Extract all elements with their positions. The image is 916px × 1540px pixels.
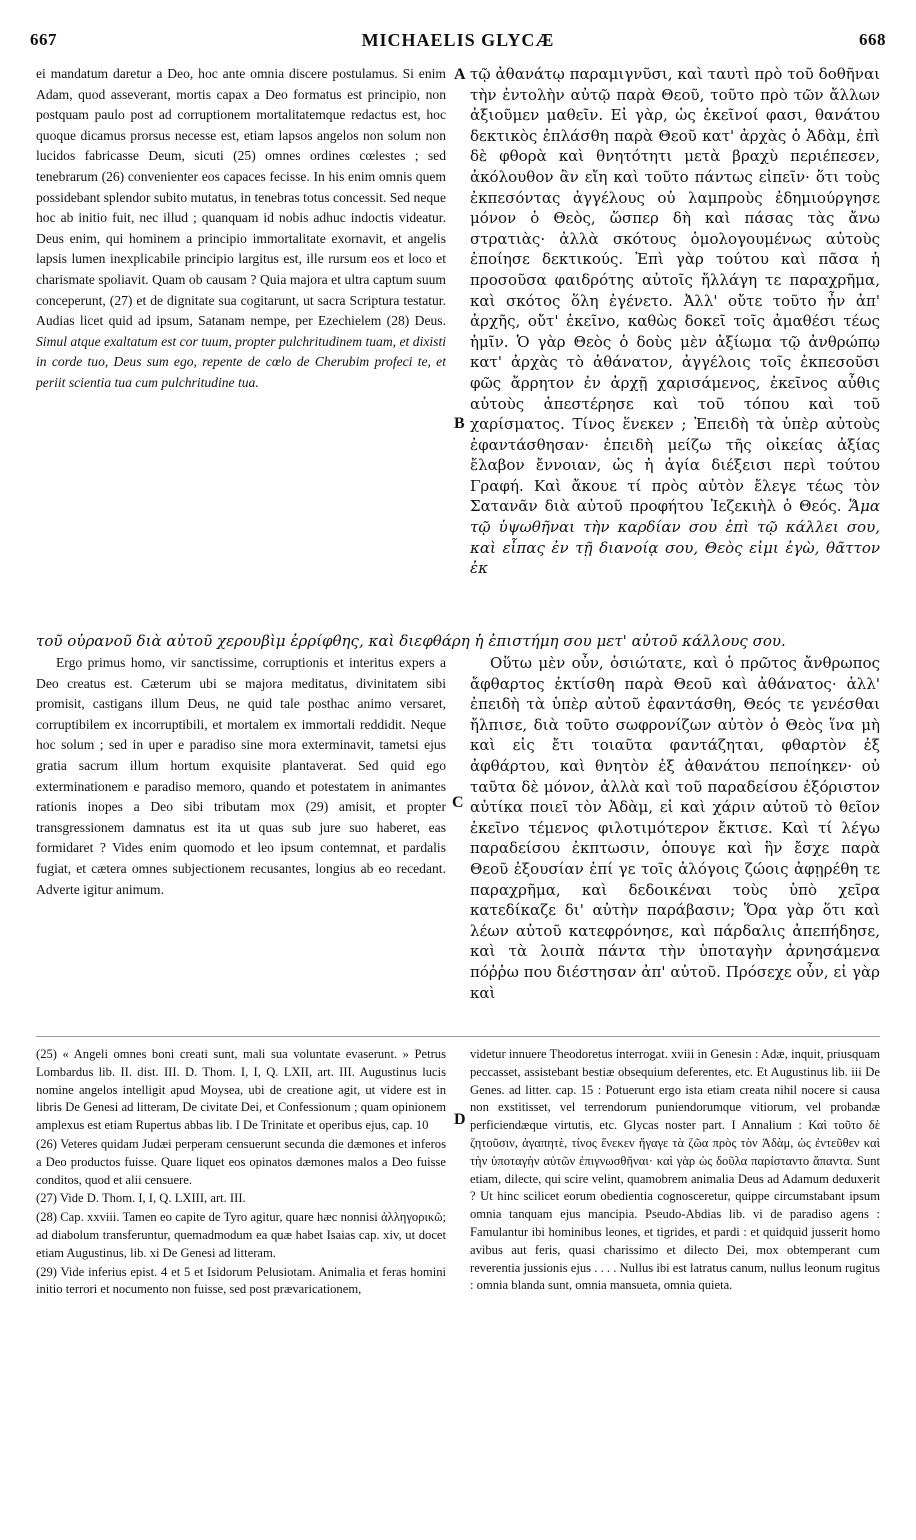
- footnotes-left: [36, 1046, 446, 1486]
- latin-paragraph-2: Ergo primus homo, vir sanctissime, corruptionis et interitus expers a Deo creatus est. Cæterum ubi se majora meditatus, divinitatem sibi promisit, castigans illum Deus, ne quid tale posthac animo versaret, corruptibilem ex incorruptibili, et mortalem ex immortali reddidit. Neque hoc solum ; sed in uper e paradiso sine mora exterminavit, tametsi ejus gratia sacrum illum hortum exquisite plantaverat. Sed quid ego exterminationem e paradiso memoro, quando et potestatem in animantes rationis inopes a Deo sibi tributam mox (29) amisit, et propter transgressionem damnatus est ita ut quas sub jure suo haberet, eas formidaret ? Vides enim quomodo et leo ipsum contemnat, et pardalis fugiat, et cætera omnes subjectionem recusantes, longius ab eo recedant. Adverte igitur animum.: [36, 655, 446, 897]
- footnote-divider: [36, 1036, 880, 1037]
- page-header: [30, 30, 886, 54]
- running-title: MICHAELIS GLYCÆ: [361, 30, 555, 50]
- margin-marker-b: B: [454, 415, 465, 432]
- footnote-27: (27) Vide D. Thom. I, I, Q. LXIII, art. III.: [36, 1191, 246, 1206]
- footnote-29: (29) Vide inferius epist. 4 et 5 et Isidorum Pelusiotam. Animalia et feras homini initio terrori et nocumento non fuisse, sed post prævaricationem,: [36, 1264, 446, 1297]
- greek-column-continued: [470, 653, 880, 1029]
- greek-column: [470, 64, 880, 634]
- greek-paragraph-2: Οὕτω μὲν οὖν, ὁσιώτατε, καὶ ὁ πρῶτος ἄνθρωπος ἄφθαρτος ἐκτίσθη παρὰ Θεοῦ καὶ ἀθάνατος· ἀλλ' ἐπειδὴ τὰ ὑπὲρ αὐτοῦ ἐφαντάσθη, Θεός τε γενέσθαι ἤλπισε, διὰ τοῦτο σωφρονίζων αὐτὸν ὁ Θεὸς ἵνα μὴ καὶ εἰς ἔτι τοιαῦτα φαντάζηται, φθαρτὸν ἐξ ἀφθάρτου, καὶ θνητὸν ἐξ ἀθανάτου πεποίηκεν· οὐ ταῦτα δὲ μόνον, ἀλλὰ καὶ τοῦ παραδείσου ἐξόριστον αὐτίκα ποιεῖ τὸν Ἀδὰμ, εἰ καὶ χάριν αὐτοῦ τὸ θεῖον ἐκεῖνο τέμενος φιλοτιμότερον ἔκτισε. Καὶ τί λέγω παραδείσου ἐκπτωσιν, ὁπουγε καὶ ἣν ἔσχε παρὰ Θεοῦ ἐξουσίαν ἐπί γε τοῖς ἀλόγοις ζώοις ἀφῃρέθη τε παραχρῆμα, καὶ δεδοικέναι τοὺς ὑπὸ χεῖρα κατεδίκαζε δι' αὐτὴν παράβασιν; Ὅρα γὰρ ὅτι καὶ λέων αὐτοῦ κατεφρόνησε, καὶ πάρδαλις ἀπεπήδησε, καὶ τὰ λοιπὰ πάντα τὴν ὑποταγὴν ἀρνησάμενα πόῤῥω που διέστησαν ἀπ' αὐτοῦ. Πρόσεχε οὖν, εἰ γὰρ καὶ: [470, 654, 880, 1002]
- footnote-29-continued: videtur innuere Theodoretus interrogat. xviii in Genesin : Adæ, inquit, priusquam peccasset, assistebant bestiæ obsequium deferentes, etc. Et Augustinus lib. iii De Genes. ad litter. cap. 15 : Potuerunt ergo ista etiam creata nihil nocere si causa non exstitisset, vel terrendorum puniendorumque vitiorum, vel probandæ perficiendæque virtutis, etc. Glycas noster part. I Annalium : Καὶ τοῦτο δὲ ζητοῦσιν, ἀγαπητὲ, τίνος ἕνεκεν ἤγαγε τὰ ζῶα πρὸς τὸν Ἀδὰμ, ὡς ἐντεῦθεν καὶ τὴν ὑποταγὴν αὐτῶν ἐπιγνωσθῆναι· καὶ γὰρ ὡς δοῦλα παρίσταντο ἅπαντα. Sunt etiam, dilecte, qui scire velint, quamobrem animalia Deus ad Adamum deduxerit ? Ut hinc scilicet eorum obedientia cognosceretur, quippe circumstabant ipsum omnia tanquam ejus mancipia. Pseudo-Abdias lib. vi de paradiso agens : Famulantur ibi hominibus leones, et tigrides, et pardi : et quidquid jusserit homo avibus aut feris, quasi charissimo et dilecto Dei, mox obtemperant cum reverentia jussionis ejus . . . . Nullus ibi est latratus canum, nullus leonum rugitus : omnia blanda sunt, omnia mansueta, omnia quieta.: [470, 1047, 880, 1293]
- margin-marker-a: A: [454, 66, 466, 83]
- latin-text: ei mandatum daretur a Deo, hoc ante omnia discere postulamus. Si enim Adam, quod asseverant, mortis capax a Deo formatus est principio, non postquam paulo post ad corruptionem mortalitatemque redactus est, hoc quoque dicamus prorsus necesse est, etiam lapsos angelos non solum non lucidos fabricasse Deum, sicuti (25) omnes ordines cœlestes ; sed tenebrarum (26) convenienter eos capaces fecisse. In his enim omnis quem possidebant splendor subito mutatus, in tenebras totus concessit. Sed neque hoc ab initio fuit, nec illud ; quanquam id nobis adhuc indoctis videatur. Deus enim, qui hominem a principio immortalitate exornavit, et angelis lapsis lumen inexplicabile principio largitus est, ille rursum eos et loco et charismate spoliavit. Quam ob causam ? Quia majora et ultra captum suum conceperunt, (27) et de dignitate sua cogitarunt, ut sacra Scriptura testatur. Audias licet quid ad ipsum, Satanam nempe, per Ezechielem (28) Deus.: [36, 66, 446, 329]
- greek-text: τῷ ἀθανάτῳ παραμιγνῦσι, καὶ ταυτὶ πρὸ τοῦ δοθῆναι τὴν ἐντολὴν αὐτῷ παρὰ Θεοῦ, τοῦτο πρὸ τῶν ἄλλων ἀξιοῦμεν μαθεῖν. Εἰ γὰρ, ὡς ἐκεῖνοί φασι, θανάτου δεκτικὸς ἐπλάσθη παρὰ Θεοῦ κατ' ἀρχὰς ὁ Ἀδὰμ, ἐπὶ δὲ φθορὰ καὶ θνητότητι μετὰ βραχὺ περιέπεσεν, ἀκόλουθον ἂν εἴη καὶ τοῦτο πάντως εἰπεῖν· ὅτι τοὺς ἐκπεσόντας ἀγγέλους οὐ λαμπροὺς ἐδημιούργησε μόνον ὁ Θεὸς, ὥσπερ δὴ καὶ πάσας τὰς ἄνω στρατιὰς· ἀλλὰ σκότους ὁμολογουμένως αὐτοὺς ἐποίησε δεκτικούς. Ἐπὶ γὰρ τούτου καὶ πᾶσα ἡ προσοῦσα φαιδρότης αὐτοῖς ἤλλάγη τε παραχρῆμα, καὶ σκότος ὅλη ἐγένετο. Ἀλλ' οὔτε τοῦτο ἦν ἀπ' ἀρχῆς, οὔτ' ἐκεῖνο, καθὼς δοκεῖ τοῖς ἀμαθέσι τέως ἡμῖν. Ὁ γὰρ Θεὸς ὁ δοὺς μὲν ἀξίωμα τῷ ἀνθρώπῳ κατ' ἀρχὰς τὸ ἀθάνατον, ἀγγέλοις τοῖς ἐκπεσοῦσι φῶς ἄρρητον ἐν ἀρχῇ χαρισάμενος, ἐκεῖνος αὖθις αὐτοὺς ἀπεστέρησε καὶ τοῦ τόπου καὶ τοῦ χαρίσματος. Τίνος ἕνεκεν ; Ἐπειδὴ τὰ ὑπὲρ αὐτοὺς ἐφαντάσθησαν· ἐπειδὴ μείζω τῆς οἰκείας ἀξίας ἔλαβον ἔννοιαν, ὡς ἡ ἁγία διέξεισι περὶ τούτου Γραφή. Καὶ ἄκουε τί πρὸς αὐτὸν ἔλεγε τέως τὸν Σατανᾶν διὰ αὐτοῦ προφήτου Ἰεζεκιὴλ ὁ Θεός.: [470, 65, 880, 516]
- footnote-25: (25) « Angeli omnes boni creati sunt, mali sua voluntate evaserunt. » Petrus Lombardus lib. II. dist. III. D. Thom. I, I, Q. LXII, art. III. Augustinus lucis nomine angelos intelligit apud Moysea, ubi de creatione agit, ut videre est in libris De Genesi ad litteram, De civitate Dei, et Confessionum ; quam opinionem amplexus est etiam Rupertus abbas lib. I De Trinitate et operibus ejus, cap. 10: [36, 1047, 446, 1133]
- latin-column-continued: [36, 653, 446, 1029]
- latin-scripture-quote: Simul atque exaltatum est cor tuum, propter pulchritudinem tuam, et dixisti in corde tuo, Deus sum ego, repente de cœlo de Cherubim profeci te, et periit scientia tua cum pulchritudine tua.: [36, 333, 446, 390]
- margin-marker-d: D: [454, 1111, 466, 1128]
- greek-scripture-quote: Ἅμα τῷ ὑψωθῆναι τὴν καρδίαν σου ἐπὶ τῷ κάλλει σου, καὶ εἶπας ἐν τῇ διανοίᾳ σου, Θεὸς εἰμι ἐγὼ, θᾶττον ἐκ: [470, 497, 880, 578]
- latin-paragraph: [36, 64, 446, 394]
- margin-marker-c: C: [452, 794, 464, 811]
- spanning-quote-line: τοῦ οὐρανοῦ διὰ αὐτοῦ χερουβὶμ ἐρρίφθης, καὶ διεφθάρη ἡ ἐπιστήμη σου μετ' αὐτοῦ κάλλους σου.: [36, 632, 786, 650]
- page-number-right: 668: [859, 30, 886, 49]
- latin-column: [36, 64, 446, 634]
- footnote-26: (26) Veteres quidam Judæi perperam censuerunt secunda die dæmones et inferos a Deo productos fuisse. Quare liquet eos opinatos dæmones malos a Deo fuisse conditos, quod et alii censuere.: [36, 1136, 446, 1187]
- page-number-left: 667: [30, 30, 57, 49]
- greek-paragraph: [470, 64, 880, 579]
- footnote-28: (28) Cap. xxviii. Tamen eo capite de Tyro agitur, quare hæc nonnisi ἀλληγορικῶ; ad diabolum transferuntur, quemadmodum ea quæ habet Isaias cap. xiv, ut docet etiam Augustinus, lib. xi De Genesi ad litteram.: [36, 1210, 446, 1260]
- footnotes-right: [470, 1046, 880, 1486]
